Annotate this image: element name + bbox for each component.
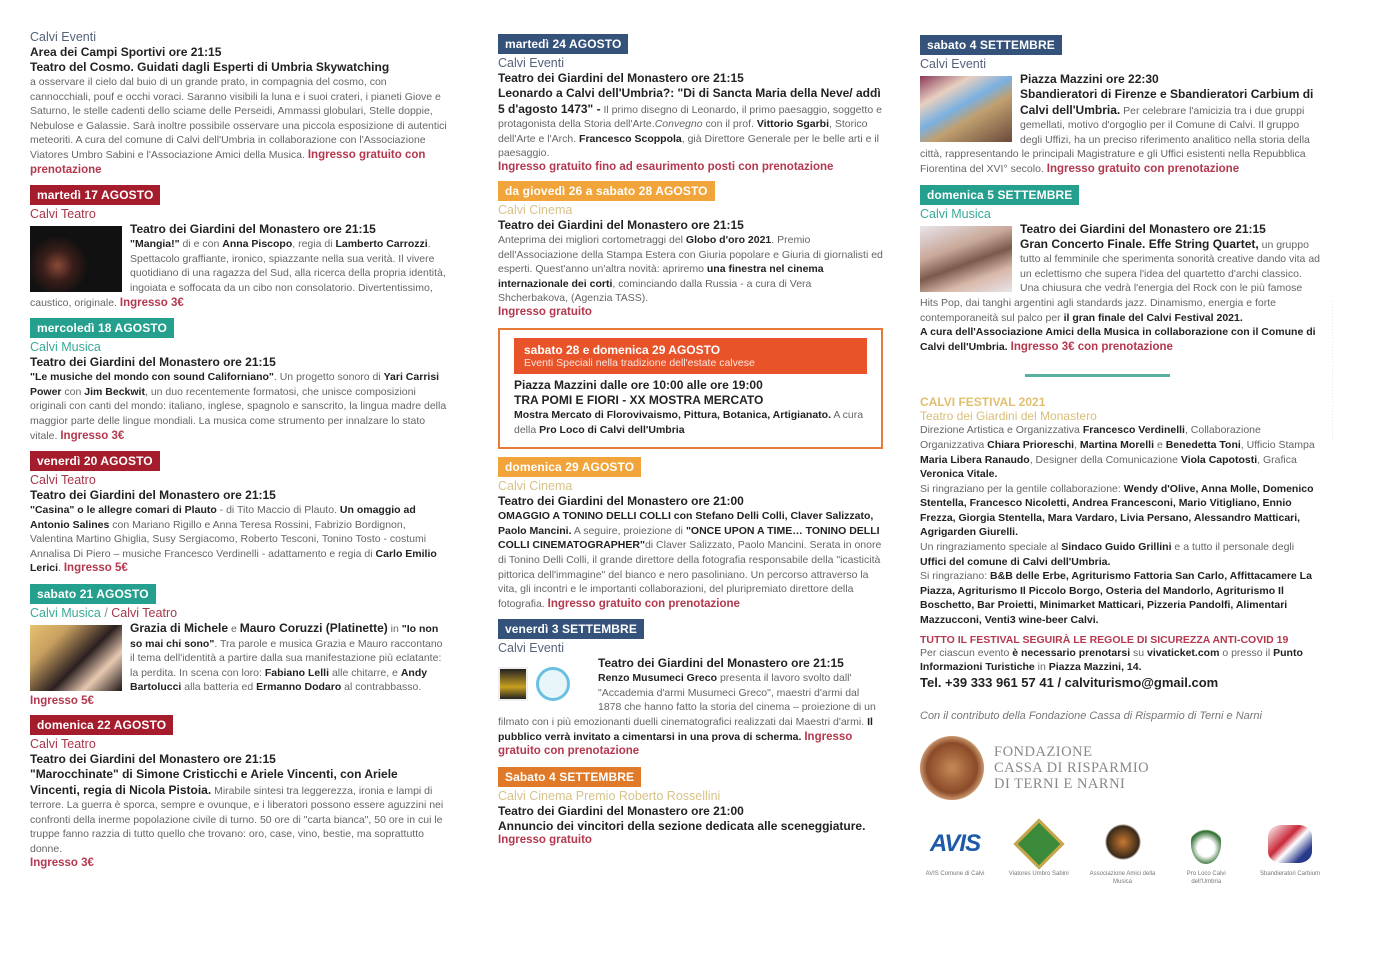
foundation-logo-block — [920, 736, 1320, 800]
date-badge: domenica 29 AGOSTO — [498, 457, 641, 477]
event-description: a osservare il cielo dal buio di un grande prato, in compagnia del cosmo, con cannocchiali, pouf e occhi voraci. Saranno visibili la luna e i suoi crateri, i pianeti Giove e Saturno, le stelle cadenti dello sciame delle Perseidi, Ammassi globulari, Stelle doppie, Nebulose e Galassie. Sarà inoltre possibile osservare una piccola esposizione di autentici meteoriti. A cura del comune di Calvi dell'Umbria in collaborazione con l'Associazione Viatores Umbro Sabini e l'Associazione Amici della Musica. Ingresso gratuito con prenotazione — [30, 76, 447, 176]
event-venue: Teatro dei Giardini del Monastero ore 21:15 — [498, 71, 744, 85]
date-badge: Sabato 4 SETTEMBRE — [498, 767, 641, 787]
special-event-venue: Piazza Mazzini dalle ore 10:00 alle ore 19:00 — [514, 377, 763, 392]
event-photo — [920, 76, 1012, 142]
special-event-description: Mostra Mercato di Florovivaismo, Pittura, Botanica, Artigianato. A cura della Pro Loco di Calvi dell'Umbria — [514, 408, 864, 436]
event-20-agosto — [30, 443, 450, 576]
column-1 — [30, 30, 450, 869]
event-venue: Teatro dei Giardini del Monastero ore 21:00 — [498, 803, 744, 818]
event-24-agosto — [498, 30, 883, 173]
price-label: Ingresso gratuito fino ad esaurimento posti con prenotazione — [498, 160, 834, 173]
event-description: Gran Concerto Finale. Effe String Quartet, un gruppo tutto al femminile che sperimenta sonorità creative dando vita ad un eclettismo che supera l'idea del quartetto d'archi classico. Una chiusura che vedrà l'energia del Rock con le più famose Hits Pop, dai tanghi argentini agli standards jazz. Dinamismo, energia e forte contemporaneità sul palco per il gran finale del Calvi Festival 2021. A cura dell'Associazione Amici della Musica in collaborazione con il Comune di Calvi dell'Umbria. Ingresso 3€ con prenotazione — [920, 236, 1320, 353]
contact-info[interactable]: Tel. +39 333 961 57 41 / calviturismo@gmail.com — [920, 674, 1219, 690]
event-venue: Teatro dei Giardini del Monastero ore 21:15 — [30, 355, 276, 370]
date-badge: venerdì 20 AGOSTO — [30, 451, 160, 471]
owl-emblem-icon — [1104, 824, 1142, 864]
special-event-box — [498, 328, 883, 449]
flag-logo-icon — [1268, 825, 1312, 863]
date-badge: martedì 17 AGOSTO — [30, 185, 160, 205]
date-badge: martedì 24 AGOSTO — [498, 34, 628, 54]
category-label: Calvi Cinema — [498, 202, 573, 217]
event-skywatching — [30, 30, 450, 177]
category-label: Calvi Eventi — [498, 641, 564, 656]
crest-logo-icon — [1191, 824, 1221, 864]
foundation-name: FONDAZIONE CASSA DI RISPARMIO DI TERNI E NARNI — [994, 743, 1150, 792]
event-venue: Teatro dei Giardini del Monastero ore 21:15 — [130, 222, 376, 237]
event-17-agosto — [30, 177, 450, 310]
sponsor-amici-musica: Associazione Amici della Musica — [1088, 822, 1158, 886]
special-event-header — [514, 338, 867, 374]
event-4-settembre — [920, 30, 1320, 177]
date-badge: domenica 5 SETTEMBRE — [920, 185, 1079, 205]
price-label: Ingresso gratuito con prenotazione — [1046, 162, 1240, 175]
event-venue: Teatro dei Giardini del Monastero ore 21:15 — [1020, 221, 1266, 236]
event-description: "Casina" o le allegre comari di Plauto - di Tito Maccio di Plauto. Un omaggio ad Antonio Salines con Mariano Rigillo e Anna Teresa Rossini, Fabrizio Bordignon, Valentina Martino Ghiglia, Susy Sergiacomo, Roberto Tesconi, Tonino Tosto - costumi Annalisa Di Piero – musiche Francesco Verdinelli - adattamento e regia di Carlo Emilio Lerici. Ingresso 5€ — [30, 504, 437, 575]
festival-thanks-sponsors: Si ringraziano: B&B delle Erbe, Agriturismo Fattoria San Carlo, Affittacamere La Piazza, Agriturismo Il Piccolo Borgo, Osteria del Mandorlo, Agriturismo Il Boschetto, Bar Proietti, Minimarket Matticari, Pizzeria Pandolfi, Alimentari Mazzucconi, Venti3 wine-beer Calvi. — [920, 570, 1312, 627]
price-label: Ingresso 3€ — [30, 856, 94, 869]
festival-thanks-special: Un ringraziamento speciale al Sindaco Guido Grillini e a tutto il personale degli Uffici del comune di Calvi dell'Umbria. — [920, 541, 1295, 568]
event-21-agosto — [30, 576, 450, 707]
sponsor-logos — [920, 822, 1325, 886]
special-event-title: TRA POMI E FIORI - XX MOSTRA MERCATO — [514, 392, 764, 407]
vivaticket-link[interactable]: vivaticket.com — [1147, 646, 1220, 659]
event-venue: Teatro dei Giardini del Monastero ore 21:15 — [30, 752, 276, 767]
event-title: Annuncio dei vincitori della sezione dedicata alle sceneggiature. — [498, 818, 866, 833]
event-22-agosto — [30, 707, 450, 869]
category-label: Calvi Eventi — [30, 30, 96, 44]
sponsor-pro-loco: Pro Loco Calvi dell'Umbria — [1171, 822, 1241, 886]
event-description: "Le musiche del mondo con sound Californiano". Un progetto sonoro di Yari Carrisi Power con Jim Beckwit, un duo recentemente formatosi, che unisce composizioni originali con canti del mondo: italiano, inglese, spagnolo e sanscrito, la lingua madre della maggior parte delle lingue mondiali. La musica come strumento per innalzare lo stato vitale. Ingresso 3€ — [30, 371, 447, 442]
event-26-28-agosto — [498, 173, 883, 318]
date-badge: venerdì 3 SETTEMBRE — [498, 619, 644, 639]
price-label: Ingresso 5€ — [63, 562, 128, 575]
festival-credits — [920, 395, 1320, 722]
category-label: Calvi Teatro — [30, 473, 96, 488]
special-event-subtitle: Eventi Speciali nella tradizione dell'estate calvese — [524, 356, 755, 369]
event-photo — [30, 625, 122, 691]
event-venue: Area dei Campi Sportivi ore 21:15 — [30, 45, 222, 59]
price-label: Ingresso gratuito — [498, 305, 592, 318]
price-label: Ingresso 3€ con prenotazione — [1010, 340, 1173, 353]
event-description: Grazia di Michele e Mauro Coruzzi (Platinette) in "Io non so mai chi sono". Tra parole e musica Grazia e Mauro raccontano il tema dell'identità a partire dalla sua manifestazione più eclatante: la perdita. In scena con loro: Fabiano Lelli alle chitarre, e Andy Bartolucci alla batteria ed Ermanno Dodaro al contrabbasso. — [130, 621, 443, 694]
sponsor-avis: AVIS AVIS Comune di Calvi — [925, 829, 985, 877]
event-photo — [30, 226, 122, 292]
event-description: Renzo Musumeci Greco presenta il lavoro svolto dall' "Accademia d'armi Musumeci Greco", maestri d'armi dal 1878 che hanno fatto la storia del cinema – proiezione di un filmato con i più emozionanti duelli cinematografici realizzati dai Maestri d'armi. Il pubblico verrà invitato a cimentarsi in una prova di scherma. Ingresso gratuito con prenotazione — [498, 672, 876, 758]
category-label: Calvi Teatro — [30, 737, 96, 752]
event-photo — [920, 226, 1012, 292]
foundation-emblem-icon — [920, 736, 984, 800]
category-label: Calvi Musica — [30, 340, 101, 355]
event-18-agosto — [30, 310, 450, 443]
sponsor-viatores: Viatores Umbro Sabini — [1004, 822, 1074, 886]
column-3 — [920, 30, 1320, 886]
price-label: Ingresso gratuito — [498, 833, 592, 846]
category-label: Calvi Cinema Premio Roberto Rossellini — [498, 788, 721, 803]
special-event-date: sabato 28 e domenica 29 AGOSTO — [524, 342, 721, 357]
date-badge: da giovedì 26 a sabato 28 AGOSTO — [498, 181, 715, 201]
category-label: Calvi Teatro — [30, 207, 96, 222]
price-label: Ingresso gratuito con prenotazione — [30, 148, 426, 176]
event-venue: Teatro dei Giardini del Monastero ore 21:15 — [30, 488, 276, 503]
category-label: Calvi Cinema — [498, 479, 573, 494]
event-venue: Piazza Mazzini ore 22:30 — [1020, 72, 1159, 86]
event-venue: Teatro dei Giardini del Monastero ore 21:15 — [498, 217, 744, 232]
category-label: Calvi Eventi — [920, 57, 986, 71]
date-badge: mercoledì 18 AGOSTO — [30, 318, 174, 338]
event-description: Sbandieratori di Firenze e Sbandieratori Carbium di Calvi dell'Umbria. Per celebrare l'amicizia tra i due gruppi gemellati, motivo d'orgoglio per il Comune di Calvi. Il gruppo degli Uffizi, ha un preciso riferimento analitico nella storia della città, rappresentando le principali Magistrature e gli Uffici esistenti nella Repubblica Fiorentina del XVI° secolo. Ingresso gratuito con prenotazione — [920, 87, 1314, 175]
event-venue: Teatro dei Giardini del Monastero ore 21:00 — [498, 494, 744, 509]
category-label: Calvi Eventi — [498, 56, 564, 70]
festival-thanks-collab: Si ringraziano per la gentile collaborazione: Wendy d'Olive, Anna Molle, Domenico Stentella, Francesco Nicoletti, Andrea Francesconi, Mario Vitigliano, Ennio Frezza, Giorgia Stentella, Mara Vardaro, Livia Persano, Alessandro Matticari, Agrigarden Giurelli. — [920, 482, 1314, 539]
festival-staff: Direzione Artistica e Organizzativa Francesco Verdinelli, Collaborazione Organizzativa Chiara Prioreschi, Martina Morelli e Benedetta Toni, Ufficio Stampa Maria Libera Ranaudo, Designer della Comunicazione Viola Capotosti, Grafica Veronica Vitale. — [920, 424, 1315, 481]
event-description: Anteprima dei migliori cortometraggi del Globo d'oro 2021. Premio dell'Associazione della Stampa Estera con Giuria popolare e Giuria di giornalisti ed esperti. Quest'anno un'altra novità: apriremo una finestra nel cinema internazionale dei corti, cominciando dalla Russia - a cura di Vera Shcherbakova, (Agenzia TASS). — [498, 233, 883, 305]
event-29-agosto — [498, 449, 883, 611]
contribution-note: Con il contributo della Fondazione Cassa di Risparmio di Terni e Narni — [920, 709, 1262, 722]
section-divider — [1025, 374, 1170, 377]
event-4-settembre-cinema — [498, 759, 883, 846]
price-label: Ingresso 5€ — [30, 695, 94, 708]
price-label: Ingresso gratuito con prenotazione — [547, 597, 740, 610]
circle-logo-icon — [536, 667, 570, 701]
column-2 — [498, 30, 883, 846]
compass-logo-icon — [1013, 818, 1064, 869]
event-title: Teatro del Cosmo. Guidati dagli Esperti di Umbria Skywatching — [30, 60, 390, 74]
price-label: Ingresso 3€ — [119, 296, 184, 309]
event-5-settembre — [920, 177, 1320, 355]
category-label: Calvi Musica — [920, 206, 991, 221]
avis-logo-icon: AVIS — [929, 829, 981, 857]
price-label: Ingresso 3€ — [60, 429, 125, 442]
event-description: "Mangia!" di e con Anna Piscopo, regia di Lamberto Carrozzi. Spettacolo graffiante, ironico, spiazzante nella sua verità. Il vivere quotidiano di una ragazza del Sud, alla ricerca della propria identità, ingoiata e soffocata da un cibo non consolatorio. Divertentissimo, caustico, originale. Ingresso 3€ — [30, 238, 446, 309]
price-label: Ingresso gratuito con prenotazione — [498, 730, 853, 758]
partner-logos — [498, 660, 590, 708]
date-badge: domenica 22 AGOSTO — [30, 715, 173, 735]
date-badge: sabato 4 SETTEMBRE — [920, 35, 1062, 55]
event-description: "Marocchinate" di Simone Cristicchi e Ariele Vincenti, con Ariele Vincenti, regia di Nicola Pistoia. Mirabile sintesi tra leggerezza, ironia e lampi di terrore. La guerra è sporca, sempre e ovunque, e i liberatori possono essere aguzzini nei confronti della inerme popolazione civile di turno. 50 ore di "carta bianca", 50 ore in cui le truppe fanno razzia di tutto quello che trovano: oro, case, vino, bestie, ma soprattutto donne. — [30, 767, 444, 855]
event-description: Leonardo a Calvi dell'Umbria?: "Di di Sancta Maria della Neve/ addì 5 d'agosto 1473" - Il primo disegno di Leonardo, il primo paesaggio, soggetto e protagonista della Storia dell'Arte.Convegno con il prof. Vittorio Sgarbi, Storico dell'Arte e l'Arch. Francesco Scoppola, già Direttore Generale per le belle arti e il paesaggio. — [498, 86, 882, 160]
event-3-settembre — [498, 611, 883, 759]
festival-venue: Teatro dei Giardini del Monastero — [920, 409, 1097, 424]
festival-title: CALVI FESTIVAL 2021 — [920, 395, 1046, 410]
booking-info: Per ciascun evento è necessario prenotarsi su vivaticket.com o presso il Punto Informazioni Turistiche in Piazza Mazzini, 14. — [920, 646, 1303, 674]
category-label: Calvi Musica / Calvi Teatro — [30, 606, 178, 621]
academy-logo-icon — [498, 667, 528, 701]
date-badge: sabato 21 AGOSTO — [30, 584, 156, 604]
vertical-fine-print: · · · · · · · · · · · · · · · · · · · · · · · · · · · · · · · · · · · · · · · · · · · · · · — [1330, 300, 1336, 440]
covid-notice: TUTTO IL FESTIVAL SEGUIRÀ LE REGOLE DI SICUREZZA ANTI-COVID 19 — [920, 633, 1289, 646]
sponsor-sbandieratori: Sbandieratori Carbium — [1255, 822, 1325, 886]
event-description: OMAGGIO A TONINO DELLI COLLI con Stefano Delli Colli, Claver Salizzato, Paolo Mancini. A seguire, proiezione di "ONCE UPON A TIME… TONINO DELLI COLLI CINEMATOGRAPHER"di Claver Salizzato, Paolo Mancini. Serata in onore di Tonino Delli Colli, il grande direttore della fotografia responsabile della "icasticità pittorica dell'immagine" del bianco e nero pasoliniano. Un percorso attraverso la vita, gli incontri e le importanti collaborazioni, del pluripremiato direttore della fotografia. Ingresso gratuito con prenotazione — [498, 510, 882, 610]
event-venue: Teatro dei Giardini del Monastero ore 21:15 — [598, 656, 844, 671]
